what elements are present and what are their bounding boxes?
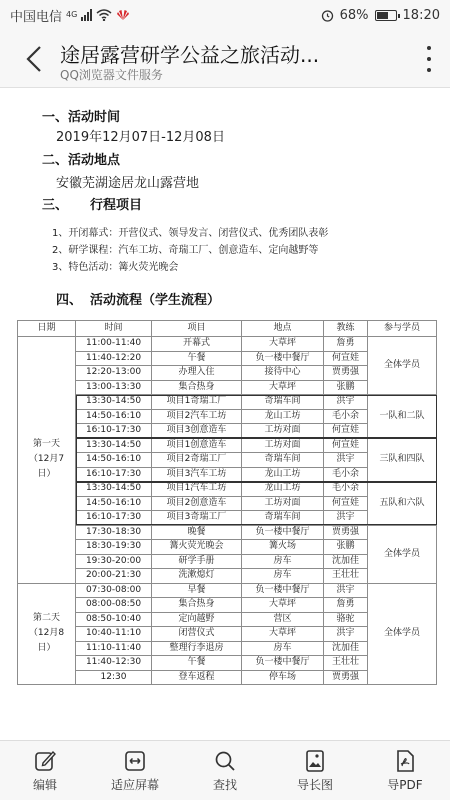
item-cell: 项目1创意造车	[152, 438, 242, 453]
item-cell: 项目3创意造车	[152, 424, 242, 439]
location-cell: 负一楼中餐厅	[242, 583, 324, 598]
location-cell: 龙山工坊	[242, 467, 324, 482]
fit-screen-icon	[123, 749, 147, 773]
time-cell: 18:30-19:30	[76, 540, 152, 555]
location-cell: 接待中心	[242, 366, 324, 381]
back-arrow-icon[interactable]	[20, 44, 50, 74]
location-cell: 房车	[242, 554, 324, 569]
battery-percent: 68%	[339, 7, 369, 23]
edit-button[interactable]	[0, 741, 90, 800]
section-location-text: 安徽芜湖途居龙山露营地	[56, 176, 200, 191]
item-cell: 洗漱熄灯	[152, 569, 242, 584]
time-cell: 14:50-16:10	[76, 496, 152, 511]
location-cell: 工坊对面	[242, 438, 324, 453]
time-cell: 19:30-20:00	[76, 554, 152, 569]
day-cell: 第二天（12月8日）	[18, 583, 76, 685]
location-cell: 大草坪	[242, 337, 324, 352]
document-view[interactable]	[0, 88, 450, 740]
participant-group-cell: 一队和二队	[368, 395, 437, 439]
long-image-label: 导长图	[296, 777, 333, 792]
item-cell: 登车返程	[152, 670, 242, 685]
coach-cell: 贾勇强	[324, 366, 368, 381]
item-cell: 项目2创意造车	[152, 496, 242, 511]
time-cell: 13:00-13:30	[76, 380, 152, 395]
pdf-button[interactable]	[360, 741, 450, 800]
item-cell: 项目2汽车工坊	[152, 409, 242, 424]
coach-cell: 沈加佳	[324, 641, 368, 656]
location-cell: 奇瑞车间	[242, 511, 324, 526]
time-cell: 12:20-13:00	[76, 366, 152, 381]
coach-cell: 何宣娃	[324, 496, 368, 511]
time-cell: 20:00-21:30	[76, 569, 152, 584]
location-cell: 负一楼中餐厅	[242, 525, 324, 540]
time-cell: 11:00-11:40	[76, 337, 152, 352]
coach-cell: 何宣娃	[324, 351, 368, 366]
time-cell: 13:30-14:50	[76, 438, 152, 453]
item-cell: 定向越野	[152, 612, 242, 627]
item-cell: 闭营仪式	[152, 627, 242, 642]
edit-label: 编辑	[32, 777, 57, 792]
time-cell: 08:00-08:50	[76, 598, 152, 613]
location-cell: 龙山工坊	[242, 482, 324, 497]
title-bar	[0, 30, 450, 88]
time-cell: 14:50-16:10	[76, 453, 152, 468]
item-cell: 项目2奇瑞工厂	[152, 453, 242, 468]
alarm-icon	[321, 9, 334, 22]
coach-cell: 沈加佳	[324, 554, 368, 569]
schedule-table	[17, 320, 437, 685]
location-cell: 大草坪	[242, 380, 324, 395]
table-row	[18, 525, 437, 540]
item-line-3: 3、特色活动：篝火荧光晚会	[52, 262, 179, 273]
location-cell: 奇瑞车间	[242, 453, 324, 468]
coach-cell: 洪宇	[324, 627, 368, 642]
time-cell: 11:40-12:20	[76, 351, 152, 366]
long-image-button[interactable]	[270, 741, 360, 800]
participant-group-cell: 三队和四队	[368, 438, 437, 482]
coach-cell: 张鹏	[324, 540, 368, 555]
long-image-icon	[303, 749, 327, 773]
item-cell: 研学手册	[152, 554, 242, 569]
item-cell: 午餐	[152, 351, 242, 366]
fit-screen-button[interactable]	[90, 741, 180, 800]
participant-group-cell: 全体学员	[368, 337, 437, 395]
location-cell: 奇瑞车间	[242, 395, 324, 410]
location-cell: 篝火场	[242, 540, 324, 555]
time-cell: 16:10-17:30	[76, 424, 152, 439]
table-row	[18, 583, 437, 598]
header-time: 时间	[76, 321, 152, 337]
coach-cell: 贾勇强	[324, 525, 368, 540]
search-icon	[213, 749, 237, 773]
item-cell: 项目1奇瑞工厂	[152, 395, 242, 410]
item-cell: 项目1汽车工坊	[152, 482, 242, 497]
time-cell: 08:50-10:40	[76, 612, 152, 627]
signal-icon	[81, 9, 92, 21]
item-cell: 早餐	[152, 583, 242, 598]
time-cell: 14:50-16:10	[76, 409, 152, 424]
table-row	[18, 395, 437, 410]
item-cell: 项目3奇瑞工厂	[152, 511, 242, 526]
coach-cell: 贾勇强	[324, 670, 368, 685]
coach-cell: 骆驼	[324, 612, 368, 627]
coach-cell: 何宣娃	[324, 438, 368, 453]
page-title: 途居露营研学公益之旅活动...	[60, 43, 320, 67]
section-location-heading: 二、活动地点	[42, 153, 121, 168]
item-cell: 晚餐	[152, 525, 242, 540]
coach-cell: 洪宇	[324, 583, 368, 598]
participant-group-cell: 五队和六队	[368, 482, 437, 526]
bottom-toolbar	[0, 740, 450, 800]
section-flow-heading: 活动流程（学生流程）	[90, 293, 221, 308]
participant-group-cell: 全体学员	[368, 583, 437, 685]
time-cell: 16:10-17:30	[76, 467, 152, 482]
item-cell: 篝火荧光晚会	[152, 540, 242, 555]
fit-screen-label: 适应屏幕	[110, 777, 159, 792]
section-time-heading: 一、活动时间	[42, 110, 121, 125]
coach-cell: 洪宇	[324, 511, 368, 526]
page-subtitle: QQ浏览器文件服务	[60, 68, 163, 82]
item-line-1: 1、开闭幕式：开营仪式、领导发言、闭营仪式、优秀团队表彰	[52, 228, 329, 239]
coach-cell: 毛小余	[324, 482, 368, 497]
coach-cell: 詹勇	[324, 598, 368, 613]
header-location: 地点	[242, 321, 324, 337]
section-items-heading: 行程项目	[90, 198, 143, 213]
table-header-row	[18, 321, 437, 337]
item-cell: 整理行李退房	[152, 641, 242, 656]
cutoff-text-line	[30, 88, 410, 92]
item-cell: 开幕式	[152, 337, 242, 352]
table-row	[18, 482, 437, 497]
item-cell: 集合热身	[152, 380, 242, 395]
edit-icon	[33, 749, 57, 773]
location-cell: 营区	[242, 612, 324, 627]
location-cell: 负一楼中餐厅	[242, 656, 324, 671]
coach-cell: 张鹏	[324, 380, 368, 395]
battery-icon	[375, 10, 397, 21]
location-cell: 大草坪	[242, 627, 324, 642]
time-cell: 16:10-17:30	[76, 511, 152, 526]
day-cell: 第一天（12月7日）	[18, 337, 76, 584]
carrier-label: 中国电信	[10, 9, 63, 25]
location-cell: 工坊对面	[242, 424, 324, 439]
pdf-icon	[393, 749, 417, 773]
header-coach: 教练	[324, 321, 368, 337]
time-cell: 12:30	[76, 670, 152, 685]
network-label: 4G	[66, 9, 78, 19]
location-cell: 龙山工坊	[242, 409, 324, 424]
header-item: 项目	[152, 321, 242, 337]
item-cell: 午餐	[152, 656, 242, 671]
header-participants: 参与学员	[368, 321, 437, 337]
location-cell: 停车场	[242, 670, 324, 685]
time-cell: 07:30-08:00	[76, 583, 152, 598]
coach-cell: 王壮壮	[324, 656, 368, 671]
item-line-2: 2、研学课程：汽车工坊、奇瑞工厂、创意造车、定向越野等	[52, 245, 319, 256]
location-cell: 工坊对面	[242, 496, 324, 511]
search-label: 查找	[212, 777, 237, 792]
huawei-logo-icon	[116, 9, 130, 21]
time-cell: 17:30-18:30	[76, 525, 152, 540]
table-row	[18, 438, 437, 453]
pdf-label: 导PDF	[387, 777, 423, 792]
section-items-number: 三、	[42, 198, 69, 213]
status-bar	[0, 0, 450, 30]
table-row	[18, 337, 437, 352]
coach-cell: 洪宇	[324, 453, 368, 468]
time-cell: 10:40-11:10	[76, 627, 152, 642]
item-cell: 项目3汽车工坊	[152, 467, 242, 482]
location-cell: 大草坪	[242, 598, 324, 613]
time-cell: 11:40-12:30	[76, 656, 152, 671]
item-cell: 办理入住	[152, 366, 242, 381]
coach-cell: 何宣娃	[324, 424, 368, 439]
coach-cell: 毛小余	[324, 409, 368, 424]
item-cell: 集合热身	[152, 598, 242, 613]
participant-group-cell: 全体学员	[368, 525, 437, 583]
header-date: 日期	[18, 321, 76, 337]
location-cell: 房车	[242, 569, 324, 584]
time-cell: 13:30-14:50	[76, 395, 152, 410]
location-cell: 房车	[242, 641, 324, 656]
coach-cell: 王壮壮	[324, 569, 368, 584]
more-options-icon[interactable]	[426, 46, 432, 72]
location-cell: 负一楼中餐厅	[242, 351, 324, 366]
search-button[interactable]	[180, 741, 270, 800]
time-cell: 13:30-14:50	[76, 482, 152, 497]
coach-cell: 毛小余	[324, 467, 368, 482]
coach-cell: 詹勇	[324, 337, 368, 352]
clock: 18:20	[402, 7, 440, 23]
coach-cell: 洪宇	[324, 395, 368, 410]
section-flow-number: 四、	[56, 293, 83, 308]
section-time-text: 2019年12月07日-12月08日	[56, 130, 225, 145]
time-cell: 11:10-11:40	[76, 641, 152, 656]
wifi-icon	[96, 9, 112, 21]
